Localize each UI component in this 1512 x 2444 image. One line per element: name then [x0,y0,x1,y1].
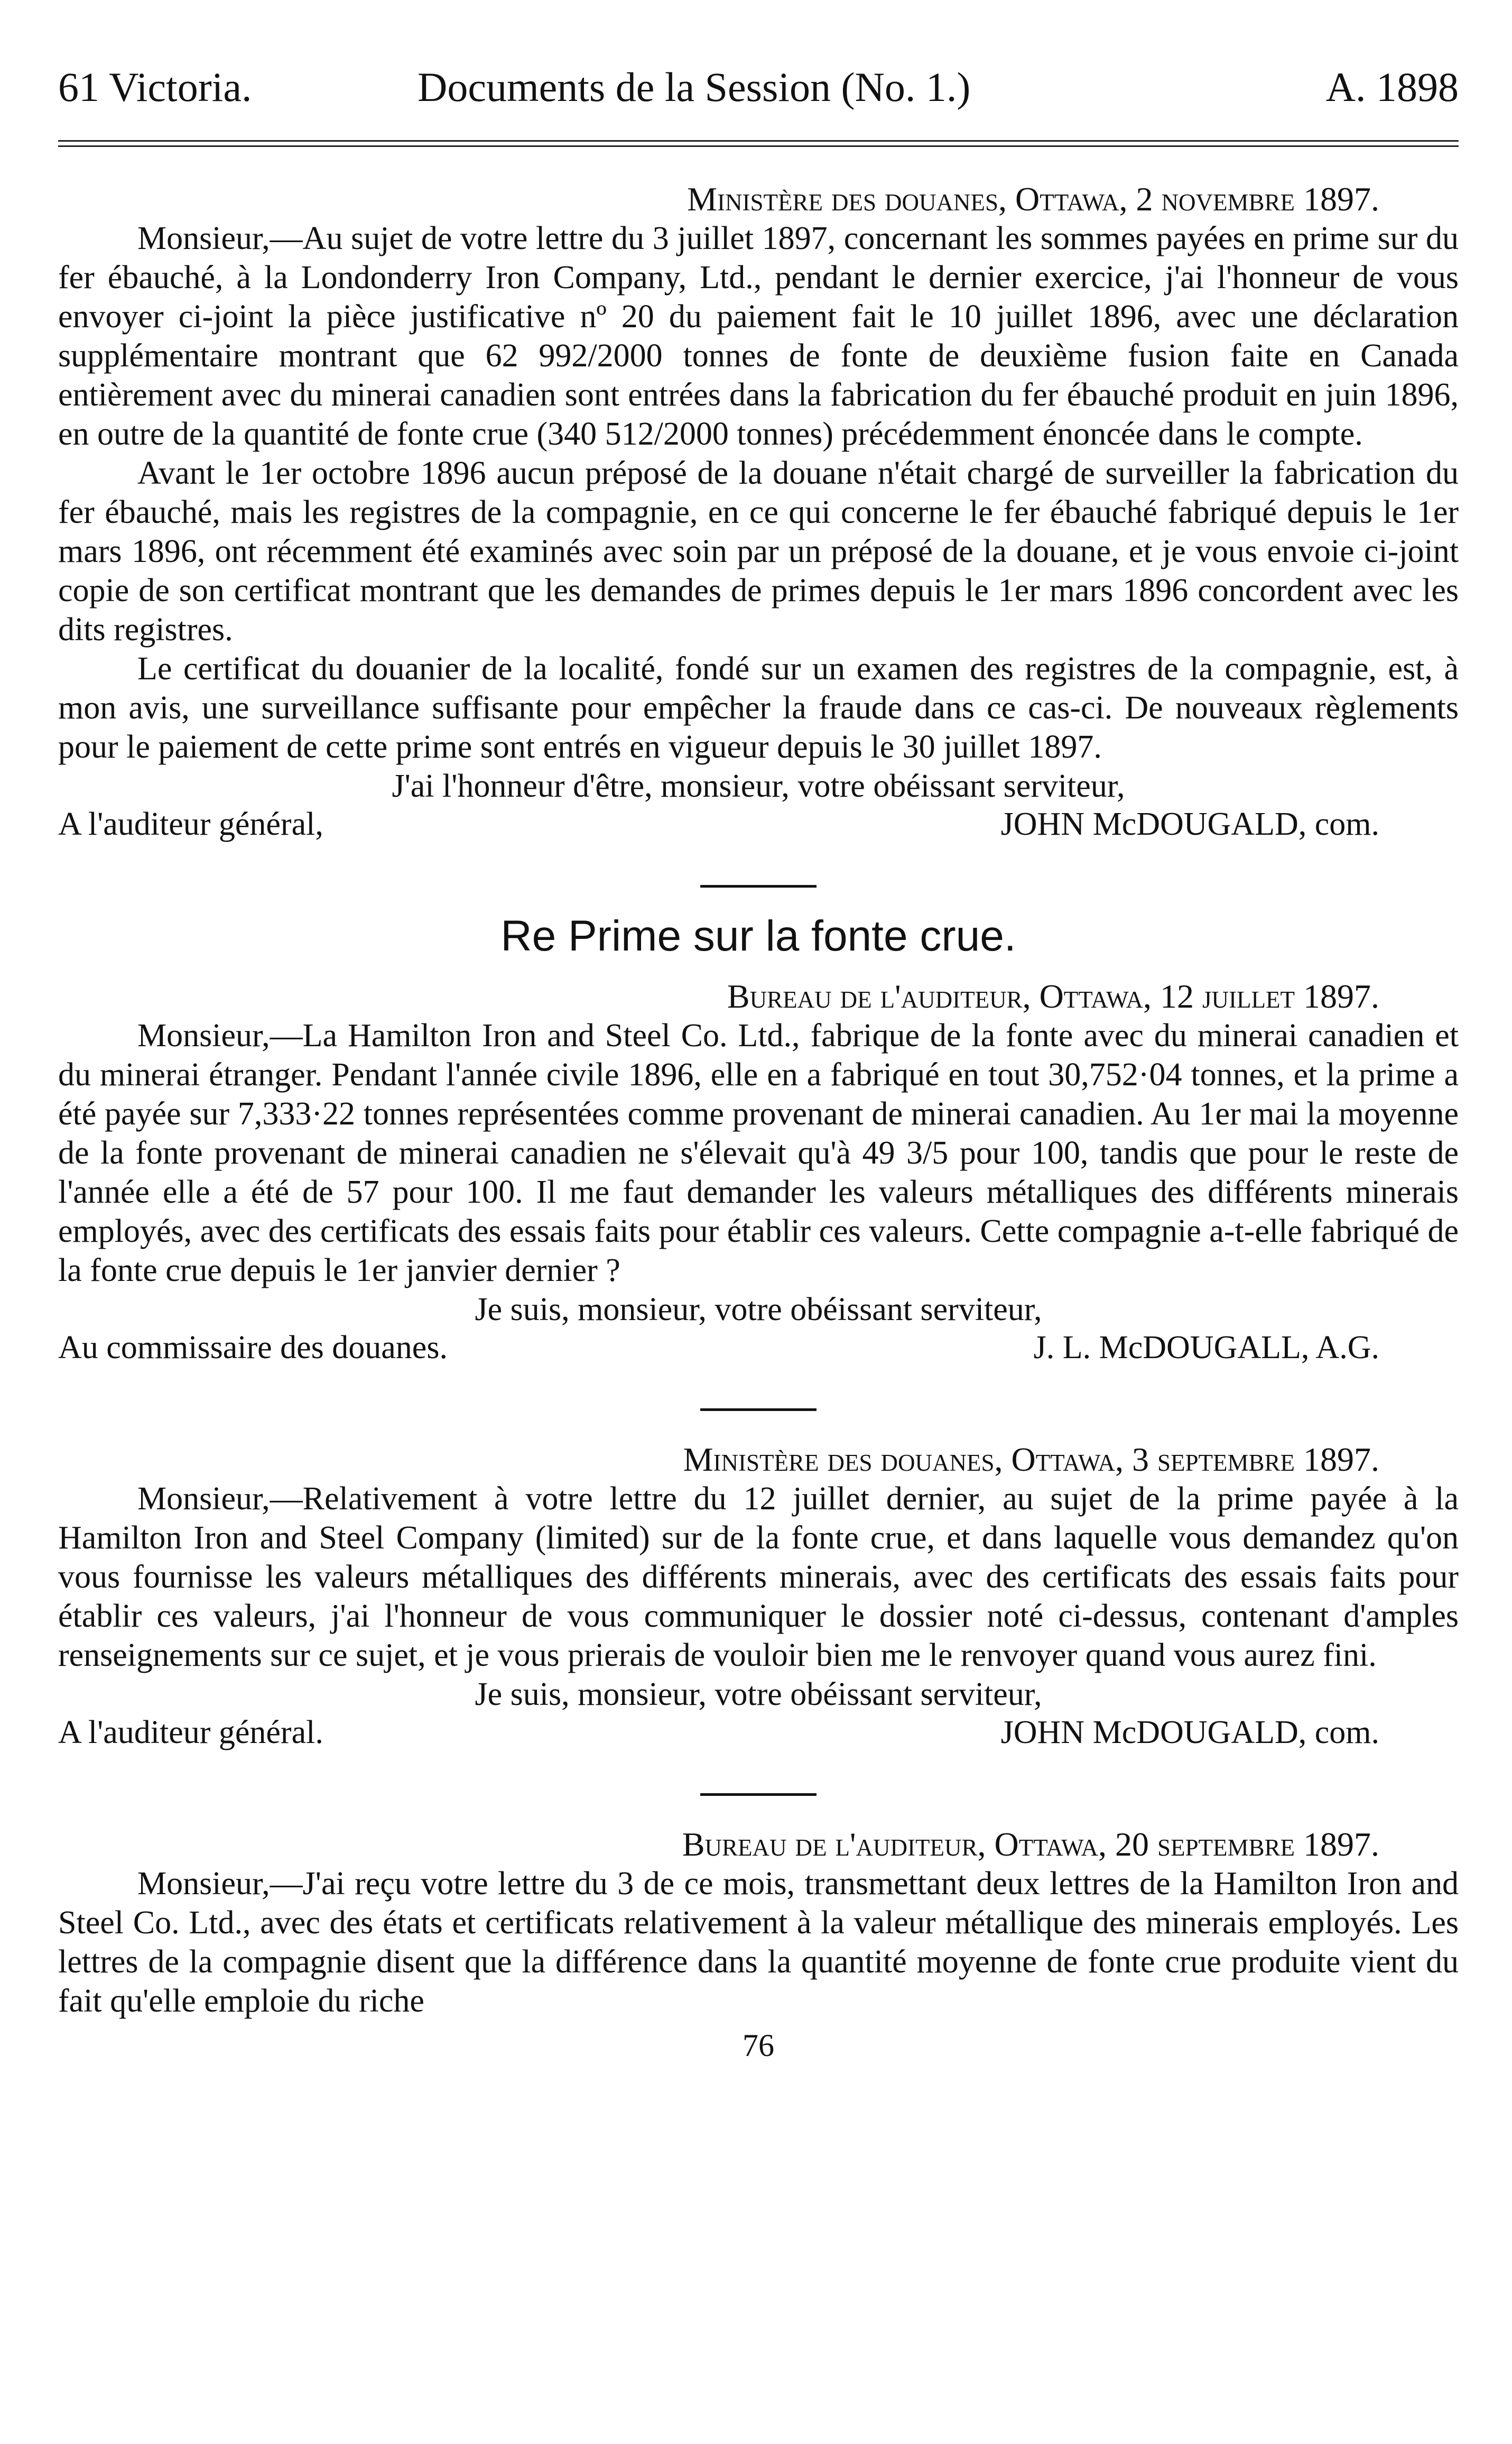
letter-2-signature: J. L. McDOUGALL, A.G. [1033,1330,1379,1366]
letter-4-dateline: Bureau de l'auditeur, Ottawa, 20 septembre 1897. [682,1825,1379,1863]
letter-1-signature-line [58,806,1459,848]
letter-1-paragraph-2: Avant le 1er octobre 1896 aucun préposé de la douane n'était chargé de surveiller la fabrication du fer ébauché, mais les registres de la compagnie, en ce qui concerne le fer ébauché fabriqué depuis le 1er mars 1896, ont récemment été examinés avec soin par un préposé de la douane, et je vous envoie ci-joint copie de son certificat montrant que les demandes de primes depuis le 1er mars 1896 concordent avec les dits registres. [58,455,1459,648]
letter-1-recipient: A l'auditeur général, [58,806,323,842]
section-separator [700,1793,817,1796]
page-number: 76 [743,2028,774,2063]
header-year: A. 1898 [1325,64,1459,110]
letter-2-closing: Je suis, monsieur, votre obéissant serviteur, [475,1292,1042,1327]
letter-1-dateline: Ministère des douanes, Ottawa, 2 novembre 1897. [687,180,1379,218]
letter-2-dateline: Bureau de l'auditeur, Ottawa, 12 juillet 1897. [727,977,1379,1015]
letter-1-paragraph-3: Le certificat du douanier de la localité, fondé sur un examen des registres de la compagnie, est, à mon avis, une surveillance suffisante pour empêcher la fraude dans ce cas-ci. De nouveaux règlements pour le paiement de cette prime sont entrés en vigueur depuis le 30 juillet 1897. [58,651,1459,765]
letter-2-paragraph-1: Monsieur,—La Hamilton Iron and Steel Co. Ltd., fabrique de la fonte avec du minerai canadien et du minerai étranger. Pendant l'année civile 1896, elle en a fabriqué en tout 30,752·04 tonnes, et la prime a été payée sur 7,333·22 tonnes représentées comme provenant de minerai canadien. Au 1er mai la moyenne de la fonte provenant de minerai canadien ne s'élevait qu'à 49 3/5 pour 100, tandis que pour le reste de l'année elle a été de 57 pour 100. Il me faut demander les valeurs métalliques des différents minerais employés, avec des certificats des essais faits pour établir ces valeurs. Cette compagnie a-t-elle fabriqué de la fonte crue depuis le 1er janvier dernier ? [58,1018,1459,1288]
letter-3-dateline: Ministère des douanes, Ottawa, 3 septembre 1897. [683,1441,1379,1478]
letter-1 [58,180,1459,848]
letter-2-signature-line [58,1329,1459,1371]
section-separator [700,885,817,888]
letter-2 [58,912,1459,1371]
section-separator [700,1408,817,1411]
letter-1-closing: J'ai l'honneur d'être, monsieur, votre obéissant serviteur, [392,768,1125,804]
letter-3-recipient: A l'auditeur général. [58,1714,323,1750]
document-page [58,32,1459,2065]
running-header [58,32,1459,111]
letter-4 [58,1825,1459,2021]
letter-2-recipient: Au commissaire des douanes. [58,1330,448,1366]
letter-4-paragraph-1: Monsieur,—J'ai reçu votre lettre du 3 de ce mois, transmettant deux lettres de la Hamilton Iron and Steel Co. Ltd., avec des états et certificats relativement à la valeur métallique des minerais employés. Les lettres de la compagnie disent que la différence dans la quantité moyenne de fonte crue produite vient du fait qu'elle emploie du riche [58,1866,1459,2019]
header-rule-double [58,145,1459,147]
letter-3-signature-line [58,1714,1459,1756]
letter-3-paragraph-1: Monsieur,—Relativement à votre lettre du 12 juillet dernier, au sujet de la prime payée à la Hamilton Iron and Steel Company (limited) sur de la fonte crue, et dans laquelle vous demandez qu'on vous fournisse les valeurs métalliques des différents minerais, avec des certificats des essais faits pour établir ces valeurs, j'ai l'honneur de vous communiquer le dossier noté ci-dessus, contenant d'amples renseignements sur ce sujet, et je vous prierais de vouloir bien me le renvoyer quand vous aurez fini. [58,1481,1459,1673]
header-title: Documents de la Session (No. 1.) [418,64,971,110]
header-rule [58,140,1459,142]
letter-3 [58,1440,1459,1756]
letter-3-closing: Je suis, monsieur, votre obéissant serviteur, [475,1676,1042,1712]
letter-1-paragraph-1: Monsieur,—Au sujet de votre lettre du 3 juillet 1897, concernant les sommes payées en prime sur du fer ébauché, à la Londonderry Iron Company, Ltd., pendant le dernier exercice, j'ai l'honneur de vous envoyer ci-joint la pièce justificative nº 20 du paiement fait le 10 juillet 1896, avec une déclaration supplémentaire montrant que 62 992/2000 tonnes de fonte de deuxième fusion faite en Canada entièrement avec du minerai canadien sont entrées dans la fabrication du fer ébauché produit en juin 1896, en outre de la quantité de fonte crue (340 512/2000 tonnes) précédemment énoncée dans le compte. [58,220,1459,452]
section-heading: Re Prime sur la fonte crue. [500,912,1016,960]
header-volume: 61 Victoria. [58,64,252,110]
letter-3-signature: JOHN McDOUGALD, com. [1000,1714,1379,1750]
letter-1-signature: JOHN McDOUGALD, com. [1000,806,1379,842]
